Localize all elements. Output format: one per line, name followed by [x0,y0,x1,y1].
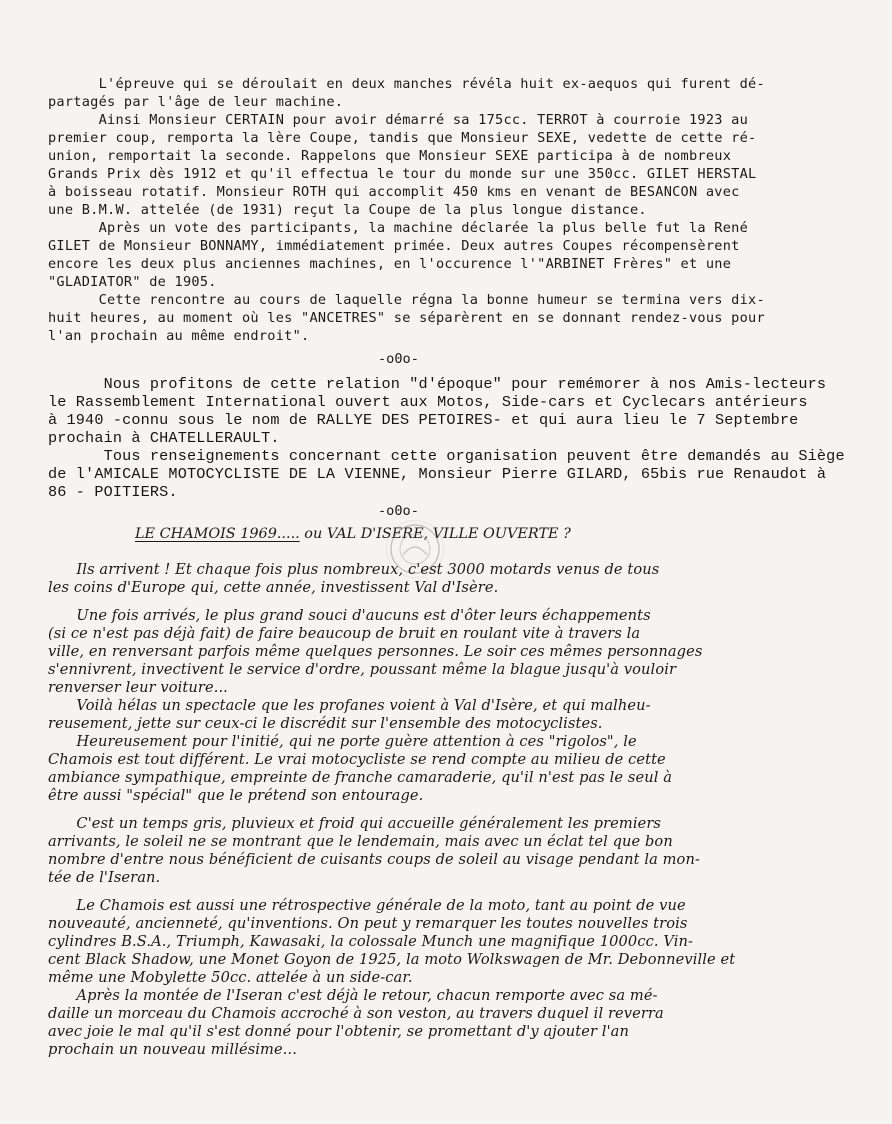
text-line: tée de l'Iseran. [48,869,161,886]
text-line: Cette rencontre au cours de laquelle régna la bonne humeur se termina vers dix- [48,292,765,308]
text-line: union, remportait la seconde. Rappelons que Monsieur SEXE participa à de nombreux [48,148,732,164]
text-line: 86 - POITIERS. [48,483,178,501]
text-line: "GLADIATOR" de 1905. [48,274,217,290]
text-line: à 1940 -connu sous le nom de RALLYE DES PETOIRES- et qui aura lieu le 7 Septembre [48,411,799,429]
text-line: GILET de Monsieur BONNAMY, immédiatement primée. Deux autres Coupes récompensèrent [48,238,740,254]
text-line: l'an prochain au même endroit". [48,328,310,344]
text-line: daille un morceau du Chamois accroché à son veston, au travers duquel il reverra [48,1005,664,1022]
text-line: arrivants, le soleil ne se montrant que le lendemain, mais avec un éclat tel que bon [48,833,673,850]
text-line: les coins d'Europe qui, cette année, investissent Val d'Isère. [48,579,499,596]
text-line: s'ennivrent, invectivent le service d'ordre, poussant même la blague jusqu'à vouloir [48,661,677,678]
text-line: Ainsi Monsieur CERTAIN pour avoir démarré sa 175cc. TERROT à courroie 1923 au [48,112,749,128]
text-line: Heureusement pour l'initié, qui ne porte guère attention à ces "rigolos", le [48,733,637,750]
text-line: huit heures, au moment où les "ANCETRES" se séparèrent en se donnant rendez-vous pour [48,310,765,326]
text-line: nombre d'entre nous bénéficient de cuisants coups de soleil au visage pendant la mon- [48,851,700,868]
text-line: Grands Prix dès 1912 et qu'il effectua le tour du monde sur une 350cc. GILET HERSTAL [48,166,757,182]
text-line: de l'AMICALE MOTOCYCLISTE DE LA VIENNE, Monsieur Pierre GILARD, 65bis rue Renaudot à [48,465,827,483]
text-line: Chamois est tout différent. Le vrai motocycliste se rend compte au milieu de cette [48,751,666,768]
text-line: Après un vote des participants, la machine déclarée la plus belle fut la René [48,220,749,236]
article-heading-subtitle: ou VAL D'ISERE, VILLE OUVERTE ? [299,526,571,542]
text-line: premier coup, remporta la lère Coupe, tandis que Monsieur SEXE, vedette de cette ré- [48,130,757,146]
text-line: Une fois arrivés, le plus grand souci d'aucuns est d'ôter leurs échappements [48,607,651,624]
text-line: Après la montée de l'Iseran c'est déjà le retour, chacun remporte avec sa mé- [48,987,658,1004]
text-line: C'est un temps gris, pluvieux et froid qui accueille généralement les premiers [48,815,661,832]
text-line: partagés par l'âge de leur machine. [48,94,344,110]
text-line: cylindres B.S.A., Triumph, Kawasaki, la colossale Munch une magnifique 1000cc. Vin- [48,933,694,950]
text-line: prochain à CHATELLERAULT. [48,429,280,447]
text-line: renverser leur voiture... [48,679,228,696]
text-line: (si ce n'est pas déjà fait) de faire beaucoup de bruit en roulant vite à travers la [48,625,641,642]
text-line: reusement, jette sur ceux-ci le discrédit sur l'ensemble des motocyclistes. [48,715,603,732]
text-line: à boisseau rotatif. Monsieur ROTH qui accomplit 450 kms en venant de BESANCON avec [48,184,740,200]
text-line: Nous profitons de cette relation "d'époque" pour remémorer à nos Amis-lecteurs [48,375,827,393]
text-line: cent Black Shadow, une Monet Goyon de 1925, la moto Wolkswagen de Mr. Debonneville et [48,951,736,968]
text-line: prochain un nouveau millésime... [48,1041,297,1058]
text-line: une B.M.W. attelée (de 1931) reçut la Coupe de la plus longue distance. [48,202,647,218]
text-line: ville, en renversant parfois même quelques personnes. Le soir ces mêmes personnages [48,643,703,660]
text-line: Tous renseignements concernant cette organisation peuvent être demandés au Siège [48,447,845,465]
text-line: ambiance sympathique, empreinte de franche camaraderie, qu'il n'est pas le seul à [48,769,673,786]
text-line: Ils arrivent ! Et chaque fois plus nombreux, c'est 3000 motards venus de tous [48,561,660,578]
text-line: encore les deux plus anciennes machines, en l'occurence l'"ARBINET Frères" et une [48,256,732,272]
article-heading-title: LE CHAMOIS 1969..... [135,526,300,542]
section-separator: -o0o- [378,351,419,367]
article-heading [135,527,571,541]
text-line: nouveauté, ancienneté, qu'inventions. On peut y remarquer les toutes nouvelles trois [48,915,688,932]
text-line: le Rassemblement International ouvert aux Motos, Side-cars et Cyclecars antérieurs [48,393,808,411]
text-line: Le Chamois est aussi une rétrospective générale de la moto, tant au point de vue [48,897,686,914]
text-line: L'épreuve qui se déroulait en deux manches révéla huit ex-aequos qui furent dé- [48,76,765,92]
text-line: avec joie le mal qu'il s'est donné pour l'obtenir, se promettant d'y ajouter l'an [48,1023,629,1040]
text-line: Voilà hélas un spectacle que les profanes voient à Val d'Isère, et qui malheu- [48,697,651,714]
text-line: même une Mobylette 50cc. attelée à un side-car. [48,969,413,986]
section-separator: -o0o- [378,503,419,519]
text-line: être aussi "spécial" que le prétend son entourage. [48,787,424,804]
